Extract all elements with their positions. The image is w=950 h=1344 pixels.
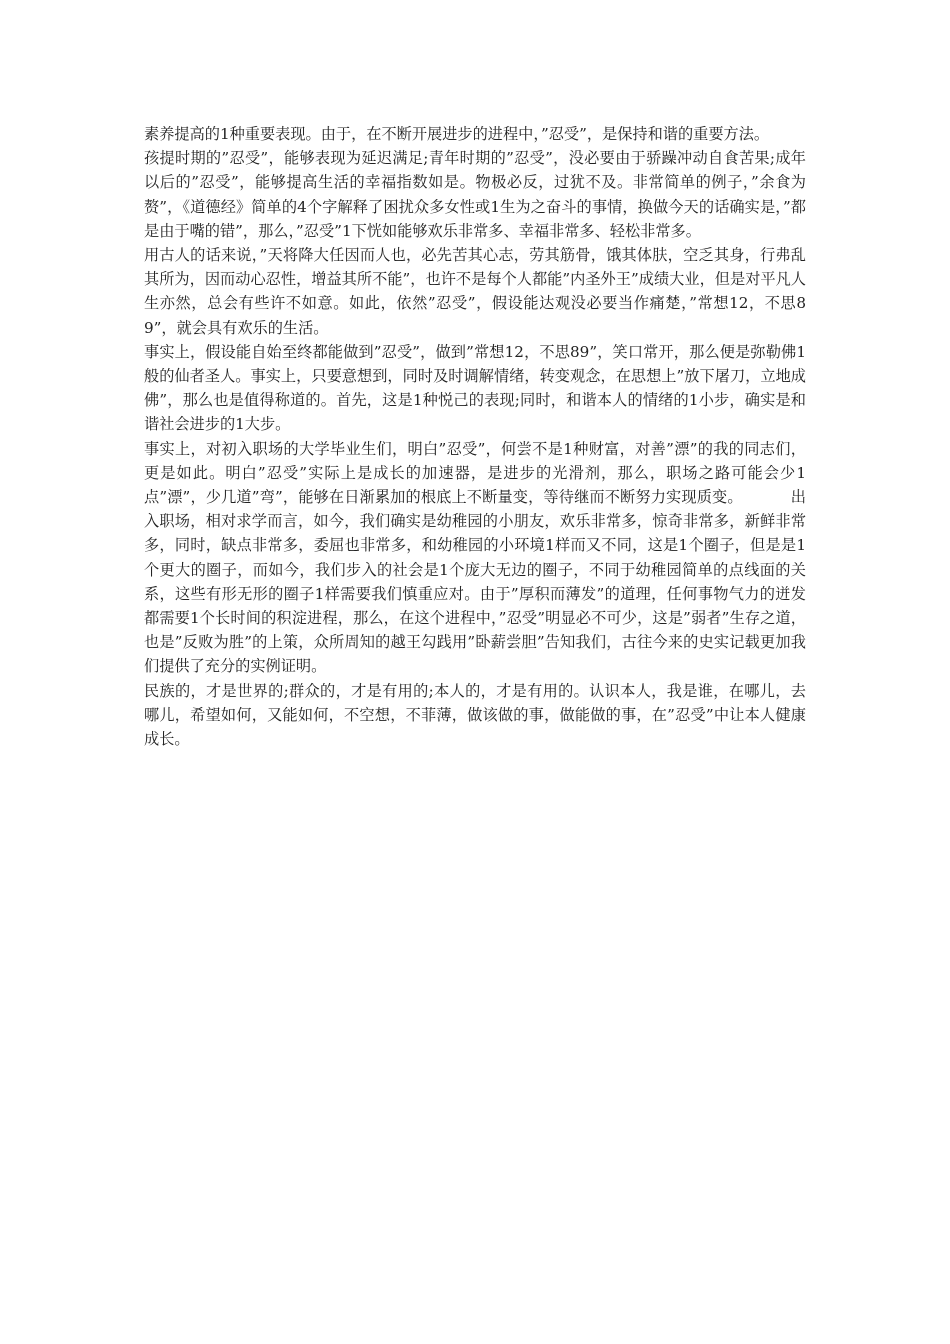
paragraph-6: 民族的，才是世界的;群众的，才是有用的;本人的，才是有用的。认识本人，我是谁，在哪儿，去哪儿，希望如何，又能如何，不空想，不菲薄，做该做的事，做能做的事，在”忍受”中让本人健康成长。: [144, 681, 806, 749]
paragraph-1: 素养提高的1种重要表现。由于，在不断开展进步的进程中，”忍受”，是保持和谐的重要方法。: [144, 125, 770, 143]
document-body: [144, 122, 806, 751]
paragraph-4: 事实上，假设能自始至终都能做到”忍受”，做到”常想12，不思89”，笑口常开，那么便是弥勒佛1般的仙者圣人。事实上，只要意想到，同时及时调解情绪，转变观念，在思想上”放下屠刀，立地成佛”，那么也是值得称道的。首先，这是1种悦己的表现;同时，和谐本人的情绪的1小步，确实是和谐社会进步的1大步。: [144, 342, 806, 434]
paragraph-5: [144, 437, 806, 679]
paragraph-5-continuation: 出入职场，相对求学而言，如今，我们确实是幼稚园的小朋友，欢乐非常多，惊奇非常多，新鲜非常多，同时，缺点非常多，委屈也非常多，和幼稚园的小环境1样而又不同，这是1个圈子，但是是1个更大的圈子，而如今，我们步入的社会是1个庞大无边的圈子，不同于幼稚园简单的点线面的关系，这些有形无形的圈子1样需要我们慎重应对。由于”厚积而薄发”的道理，任何事物气力的迸发都需要1个长时间的积淀进程，那么，在这个进程中，”忍受”明显必不可少，这是”弱者”生存之道，也是”反败为胜”的上策，众所周知的越王勾践用”卧薪尝胆”告知我们，古往今来的史实记载更加我们提供了充分的实例证明。: [144, 488, 806, 676]
paragraph-2: 孩提时期的”忍受”，能够表现为延迟满足;青年时期的”忍受”，没必要由于骄躁冲动自食苦果;成年以后的”忍受”，能够提高生活的幸福指数如是。物极必反，过犹不及。非常简单的例子，”余食为赘”，《道德经》简单的4个字解释了困扰众多女性或1生为之奋斗的事情，换做今天的话确实是，”都是由于嘴的错”，那么，”忍受”1下恍如能够欢乐非常多、幸福非常多、轻松非常多。: [144, 149, 806, 240]
paragraph-3: 用古人的话来说，”天将降大任因而人也，必先苦其心志，劳其筋骨，饿其体肤，空乏其身，行弗乱其所为，因而动心忍性，增益其所不能”，也许不是每个人都能”内圣外王”成绩大业，但是对平凡人生亦然，总会有些许不如意。如此，依然”忍受”，假设能达观没必要当作痛楚，”常想12，不思89”，就会具有欢乐的生活。: [144, 246, 806, 337]
paragraph-5-text: 事实上，对初入职场的大学毕业生们，明白”忍受”，何尝不是1种财富，对善”漂”的我的同志们，更是如此。明白”忍受”实际上是成长的加速器，是进步的光滑剂，那么，职场之路可能会少1点”漂”，少几道”弯”，能够在日渐累加的根底上不断量变，等待继而不断努力实现质变。: [144, 439, 806, 507]
